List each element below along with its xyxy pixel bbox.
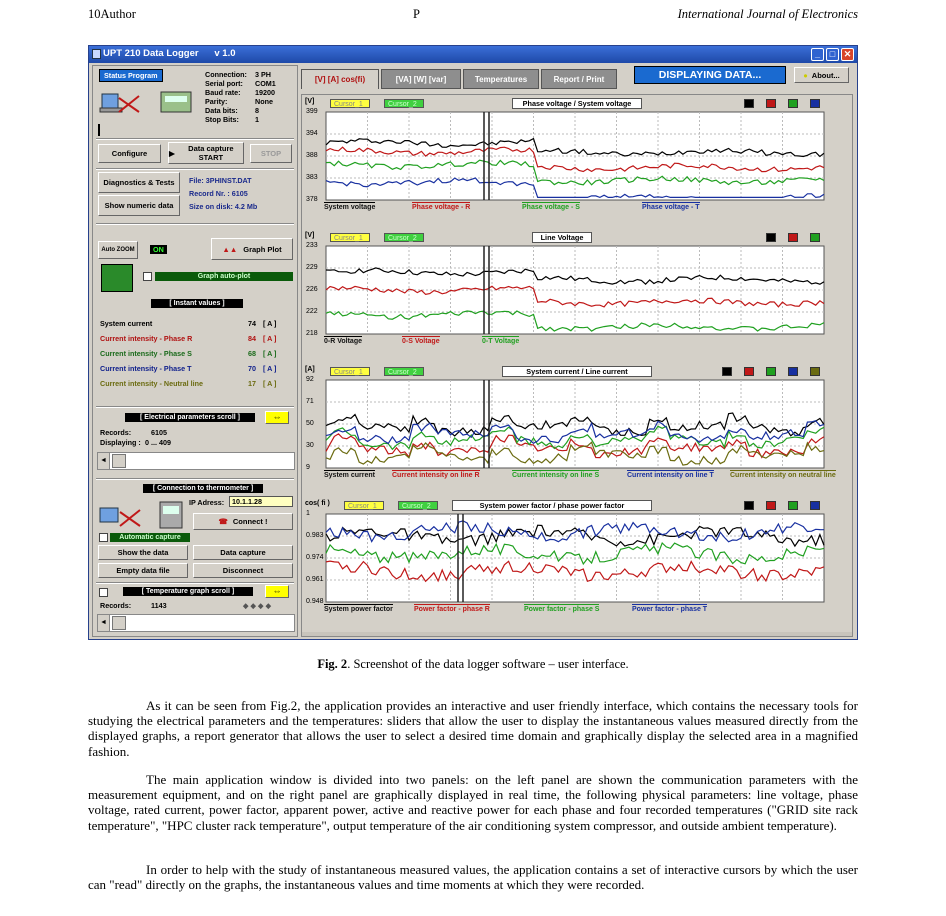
instant-row-unit: [ A ] [263, 334, 277, 343]
arrows-icon[interactable]: ⇔ [265, 411, 289, 424]
graph-autoplot-label: Graph auto-plot [155, 272, 293, 281]
title-bar [89, 46, 857, 63]
about-button[interactable] [794, 67, 849, 83]
divider [96, 223, 294, 225]
y-tick-label: 0.974 [306, 554, 324, 561]
instant-row-label: Current intensity - Neutral line [100, 379, 204, 388]
running-header-left: 10Author [88, 7, 136, 21]
y-tick-label: 30 [306, 442, 314, 449]
configure-button[interactable] [98, 144, 161, 163]
data-capture-label: Data capture [220, 548, 266, 557]
paragraph: In order to help with the study of instantaneous measured values, the application contains a set of interactive cursors by which the user can "read" directly on the graphs, the instantaneous values and time moments at which they were recorded. [88, 862, 858, 893]
legend-entry: Power factor - phase T [632, 606, 708, 613]
play-icon: ▶ [169, 148, 175, 158]
caption-label: Fig. 2 [317, 657, 348, 671]
graph-unit: [V] [305, 232, 315, 239]
graph-unit: cos( fi ) [305, 500, 330, 507]
divider [96, 168, 294, 170]
bulb-icon: ● [803, 70, 808, 80]
graph-title: Phase voltage / System voltage [512, 98, 642, 109]
diagnostics-label: Diagnostics & Tests [103, 178, 175, 187]
legend-entry: Power factor - phase S [524, 606, 600, 613]
y-tick-label: 226 [306, 286, 318, 293]
y-tick-label: 71 [306, 398, 314, 405]
instant-row-label: Current intensity - Phase T [100, 364, 192, 373]
tab-temperatures[interactable] [463, 69, 539, 89]
graphs-panel [301, 94, 853, 637]
divider [96, 406, 294, 408]
y-tick-label: 218 [306, 330, 318, 337]
y-tick-label: 388 [306, 152, 318, 159]
divider [96, 478, 294, 480]
instant-row-unit: [ A ] [263, 319, 277, 328]
record-number: Record Nr. : 6105 [189, 189, 248, 198]
line-chart [302, 229, 852, 364]
records-value: 6105 [151, 428, 167, 437]
y-tick-label: 0.961 [306, 576, 324, 583]
baud-rate-value: 19200 [255, 88, 275, 97]
connection-value: 3 PH [255, 70, 271, 79]
app-window [88, 45, 858, 640]
instant-row-value: 68 [248, 349, 256, 358]
parity-value: None [255, 97, 273, 106]
graph-panel [302, 229, 852, 364]
y-tick-label: 222 [306, 308, 318, 315]
instant-values-heading: [ Instant values ] [151, 299, 243, 308]
y-tick-label: 233 [306, 242, 318, 249]
legend-entry: Current intensity on line T [627, 472, 714, 479]
y-tick-label: 0.983 [306, 532, 324, 539]
temp-scroll-heading: [ Temperature graph scroll ] [123, 587, 253, 596]
temp-checkbox[interactable] [99, 588, 108, 597]
auto-capture-checkbox[interactable] [99, 533, 108, 542]
disconnect-button[interactable] [193, 563, 293, 578]
legend-entry: 0-R Voltage [324, 338, 362, 345]
cursor-2-button[interactable]: Cursor_2 [384, 367, 424, 376]
parity-label: Parity: [205, 97, 228, 106]
empty-file-label: Empty data file [116, 566, 170, 575]
thermometer-heading: [ Connection to thermometer ] [143, 484, 263, 493]
data-capture-button[interactable] [193, 545, 293, 560]
minimize-icon[interactable]: _ [811, 48, 824, 61]
instant-row-unit: [ A ] [263, 379, 277, 388]
on-indicator: ON [150, 245, 167, 254]
graph-panel [302, 497, 852, 632]
records-label: Records: [100, 601, 132, 610]
running-header-right: International Journal of Electronics [677, 7, 858, 21]
instant-row-unit: [ A ] [263, 364, 277, 373]
displaying-label: Displaying : [100, 438, 141, 447]
arrows-icon[interactable]: ⇔ [265, 585, 289, 598]
graph-title: System current / Line current [502, 366, 652, 377]
auto-zoom-button[interactable] [98, 241, 138, 259]
network-icon [99, 84, 194, 120]
show-data-label: Show the data [117, 548, 169, 557]
ip-label: IP Adress: [189, 498, 225, 507]
app-icon [92, 49, 101, 59]
status-program-label: Status Program [99, 69, 163, 82]
instant-row-value: 17 [248, 379, 256, 388]
cursor-1-button[interactable]: Cursor_1 [330, 99, 370, 108]
legend-entry: System voltage [324, 204, 376, 211]
instant-row-value: 74 [248, 319, 256, 328]
displaying-value: 0 ... 409 [145, 438, 171, 447]
graph-title: Line Voltage [532, 232, 592, 243]
stop-bits-value: 1 [255, 115, 259, 124]
cursor-1-button[interactable]: Cursor_1 [344, 501, 384, 510]
graph-title: System power factor / phase power factor [452, 500, 652, 511]
diagnostics-button[interactable] [98, 172, 180, 193]
scroll-left-icon[interactable]: ◄ [98, 453, 110, 469]
instant-row-value: 84 [248, 334, 256, 343]
instant-row-label: System current [100, 319, 153, 328]
stop-bits-label: Stop Bits: [205, 115, 239, 124]
graph-plot-icon: ▲▲ [222, 244, 238, 254]
baud-rate-label: Baud rate: [205, 88, 241, 97]
cursor-1-button[interactable]: Cursor_1 [330, 367, 370, 376]
elec-scrollbar[interactable] [97, 452, 295, 470]
ip-input[interactable]: 10.1.1.28 [229, 496, 293, 507]
chart-icon [101, 264, 133, 292]
tab-label: Report / Print [553, 74, 605, 84]
y-tick-label: 394 [306, 130, 318, 137]
about-label: About... [811, 70, 840, 80]
legend-entry: 0-S Voltage [402, 338, 440, 345]
legend-entry: Power factor - phase R [414, 606, 490, 613]
legend-entry: Phase voltage - S [522, 204, 580, 211]
y-tick-label: 1 [306, 510, 310, 517]
legend-entry: Current intensity on line S [512, 472, 600, 479]
scroll-thumb[interactable] [112, 454, 126, 468]
y-tick-label: 378 [306, 196, 318, 203]
caption-text: . Screenshot of the data logger software – user interface. [347, 657, 629, 671]
legend-entry: 0-T Voltage [482, 338, 520, 345]
y-tick-label: 9 [306, 464, 310, 471]
file-name: File: 3PHINST.DAT [189, 176, 252, 185]
configure-label: Configure [111, 149, 148, 158]
graph-plot-label: Graph Plot [243, 244, 282, 254]
tab-label: Temperatures [474, 74, 528, 84]
data-capture-start-button[interactable] [168, 142, 244, 164]
auto-capture-label: Automatic capture [110, 533, 190, 542]
cursor-2-button[interactable]: Cursor_2 [384, 233, 424, 242]
empty-file-button[interactable] [98, 563, 188, 578]
auto-zoom-label: Auto ZOOM [101, 246, 135, 253]
elec-scroll-heading: [ Electrical parameters scroll ] [125, 413, 255, 422]
data-bits-value: 8 [255, 106, 259, 115]
connect-label: Connect ! [232, 517, 268, 526]
figure-caption [0, 657, 946, 672]
data-capture-start-label: Data capture START [188, 144, 234, 162]
y-tick-label: 50 [306, 420, 314, 427]
dots-icon: ◆ ◆ ◆ ◆ [243, 601, 272, 610]
serial-port-label: Serial port: [205, 79, 243, 88]
cursor-1-button[interactable]: Cursor_1 [330, 233, 370, 242]
y-tick-label: 383 [306, 174, 318, 181]
legend-entry: System current [324, 472, 375, 479]
divider [96, 138, 294, 140]
legend-entry: Phase voltage - T [642, 204, 700, 211]
legend-entry: Phase voltage - R [412, 204, 471, 211]
maximize-icon[interactable]: □ [826, 48, 839, 61]
paragraph: The main application window is divided into two panels: on the left panel are shown the communication parameters with the measurement equipment, and on the right panel are graphically displayed in real time, the following physical parameters: line voltage, phase voltage, rated current, power factor, apparent power, active and reactive power for each phase and four recorded temperatures ("GRID site rack temperature", "HPC cluster rack temperature", output temperature of the air conditioning system compressor, and outside ambient temperature). [88, 772, 858, 833]
connect-icon: ☎ [218, 517, 228, 526]
instant-row-label: Current intensity - Phase S [100, 349, 192, 358]
displaying-status: DISPLAYING DATA... [634, 66, 786, 84]
y-tick-label: 92 [306, 376, 314, 383]
instant-row-unit: [ A ] [263, 349, 277, 358]
temp-scrollbar[interactable] [97, 614, 295, 632]
graph-unit: [V] [305, 98, 315, 105]
show-numeric-button[interactable] [98, 195, 180, 216]
graph-panel [302, 363, 852, 498]
tab-label: [VA] [W] [var] [395, 74, 447, 84]
scroll-left-icon[interactable]: ◄ [98, 615, 110, 631]
instant-row-value: 70 [248, 364, 256, 373]
divider [96, 582, 294, 584]
running-header-center: P [413, 7, 420, 21]
records-label: Records: [100, 428, 132, 437]
connection-label: Connection: [205, 70, 247, 79]
size-on-disk: Size on disk: 4.2 Mb [189, 202, 258, 211]
serial-port-value: COM1 [255, 79, 276, 88]
tab-va-w-var[interactable] [381, 69, 461, 89]
connect-button[interactable] [193, 513, 293, 530]
instant-row-label: Current intensity - Phase R [100, 334, 193, 343]
stop-button[interactable] [250, 144, 292, 163]
stop-label: STOP [260, 149, 282, 158]
graph-unit: [A] [305, 366, 315, 373]
paragraph: As it can be seen from Fig.2, the application provides an interactive and user friendly interface, which contains the necessary tools for studying the electrical parameters and the temperatures: sliders that allow the user to display the instantaneous values measured directly from the displayed graphs, a report generator that allows the user to select a desired time domain and graphically display the selected area in a magnified fashion. [88, 698, 858, 759]
data-bits-label: Data bits: [205, 106, 238, 115]
records-value: 1143 [151, 601, 167, 610]
show-data-button[interactable] [98, 545, 188, 560]
legend-entry: System power factor [324, 606, 393, 613]
graph-plot-button[interactable] [211, 238, 293, 260]
y-tick-label: 0.948 [306, 598, 324, 605]
thermometer-icon [98, 498, 188, 532]
y-tick-label: 399 [306, 108, 318, 115]
close-icon[interactable]: ✕ [841, 48, 854, 61]
tab-v-a-cosfi[interactable] [301, 69, 379, 89]
y-tick-label: 229 [306, 264, 318, 271]
disconnect-label: Disconnect [222, 566, 264, 575]
tab-label: [V] [A] cos(fi) [314, 75, 366, 84]
caret [98, 124, 100, 136]
cursor-2-button[interactable]: Cursor_2 [398, 501, 438, 510]
left-panel [92, 65, 298, 637]
window-title: UPT 210 Data Logger v 1.0 [103, 48, 236, 59]
scroll-thumb[interactable] [112, 616, 126, 630]
cursor-2-button[interactable]: Cursor_2 [384, 99, 424, 108]
legend-entry: Current intensity on line R [392, 472, 480, 479]
graph-panel [302, 95, 852, 230]
tab-report-print[interactable] [541, 69, 617, 89]
legend-entry: Current intensity on neutral line [730, 472, 836, 479]
graph-autoplot-checkbox[interactable] [143, 272, 152, 281]
show-numeric-label: Show numeric data [104, 201, 174, 210]
